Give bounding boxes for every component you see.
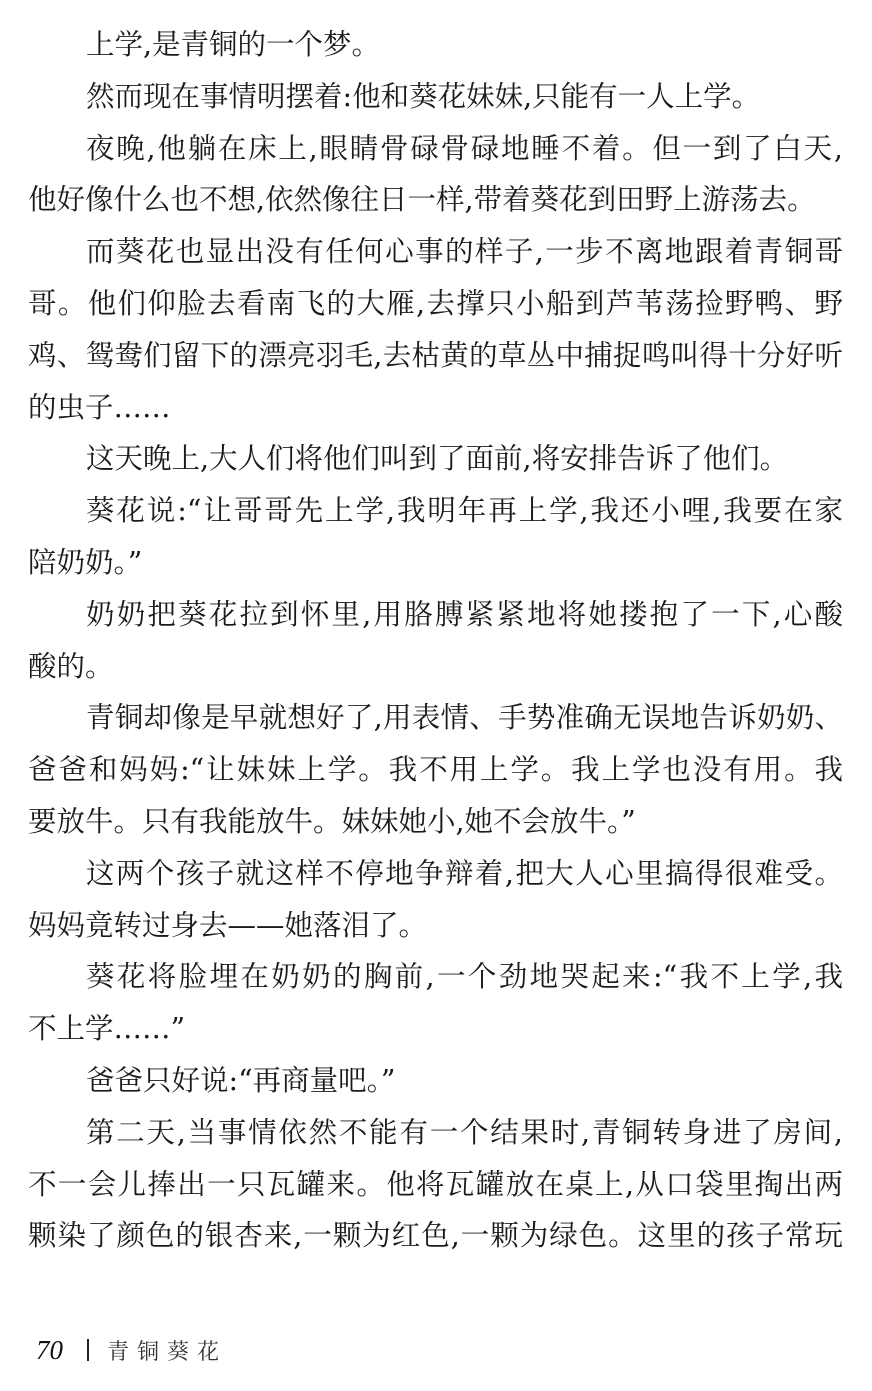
paragraph [28, 589, 843, 693]
text-line: 葵花将脸埋在奶奶的胸前,一个劲地哭起来:“我不上学,我 [86, 960, 843, 994]
text-line: 的虫子…… [28, 390, 171, 424]
page-number: 70 [36, 1334, 63, 1365]
book-title: 青铜葵花 [107, 1339, 228, 1365]
footer-divider [87, 1339, 89, 1361]
paragraph [28, 692, 843, 847]
text-line: 颗染了颜色的银杏来,一颗为红色,一颗为绿色。这里的孩子常玩 [28, 1219, 843, 1253]
paragraph [28, 951, 843, 1055]
body-text [28, 19, 843, 1262]
text-line: 奶奶把葵花拉到怀里,用胳膊紧紧地将她搂抱了一下,心酸 [86, 597, 843, 631]
text-line: 哥。他们仰脸去看南飞的大雁,去撑只小船到芦苇荡捡野鸭、野 [28, 286, 843, 320]
text-line: 这两个孩子就这样不停地争辩着,把大人心里搞得很难受。 [86, 856, 843, 890]
text-line: 他好像什么也不想,依然像往日一样,带着葵花到田野上游荡去。 [28, 183, 816, 217]
paragraph [28, 19, 843, 71]
text-line: 上学,是青铜的一个梦。 [86, 28, 381, 61]
paragraph [28, 1055, 843, 1107]
text-line: 而葵花也显出没有任何心事的样子,一步不离地跟着青铜哥 [86, 235, 843, 269]
text-line: 葵花说:“让哥哥先上学,我明年再上学,我还小哩,我要在家 [86, 494, 843, 528]
text-line: 不一会儿捧出一只瓦罐来。他将瓦罐放在桌上,从口袋里掏出两 [28, 1167, 843, 1201]
text-line: 陪奶奶。” [28, 545, 143, 579]
paragraph [28, 226, 843, 433]
text-line: 然而现在事情明摆着:他和葵花妹妹,只能有一人上学。 [86, 79, 761, 113]
paragraph [28, 1107, 843, 1262]
text-line: 爸爸只好说:“再商量吧。” [86, 1063, 396, 1097]
page-footer [36, 1332, 227, 1368]
text-line: 鸡、鸳鸯们留下的漂亮羽毛,去枯黄的草丛中捕捉鸣叫得十分好听 [28, 338, 843, 372]
paragraph [28, 848, 843, 952]
text-line: 不上学……” [28, 1012, 186, 1046]
text-line: 妈妈竟转过身去——她落泪了。 [28, 908, 428, 942]
text-line: 第二天,当事情依然不能有一个结果时,青铜转身进了房间, [86, 1115, 843, 1149]
text-line: 要放牛。只有我能放牛。妹妹她小,她不会放牛。” [28, 804, 636, 838]
text-line: 青铜却像是早就想好了,用表情、手势准确无误地告诉奶奶、 [86, 701, 843, 735]
paragraph [28, 485, 843, 589]
paragraph [28, 71, 843, 123]
paragraph [28, 433, 843, 485]
text-line: 这天晚上,大人们将他们叫到了面前,将安排告诉了他们。 [86, 442, 789, 476]
paragraph [28, 123, 843, 227]
text-line: 夜晚,他躺在床上,眼睛骨碌骨碌地睡不着。但一到了白天, [86, 131, 843, 165]
text-line: 爸爸和妈妈:“让妹妹上学。我不用上学。我上学也没有用。我 [28, 753, 843, 787]
text-line: 酸的。 [28, 649, 114, 683]
